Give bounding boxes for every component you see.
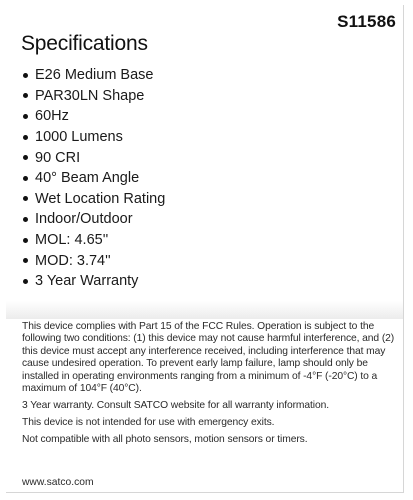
- spec-item-label: 90 CRI: [35, 149, 81, 166]
- bullet-icon: [23, 135, 28, 140]
- spec-item-label: E26 Medium Base: [35, 67, 154, 84]
- fcc-notice: This device complies with Part 15 of the FCC Rules. Operation is subject to the following two conditions: (1) this device may not cause harmful interference, and (2) this device must accept any interference received, including interference that may cause undesired operation. To prevent early lamp failure, lamp should only be installed in operating environments ranging from a minimum of -4°F (-20°C) to a maximum of 104°F (40°C).: [22, 321, 395, 395]
- section-divider-band: [6, 301, 403, 319]
- spec-item-label: Wet Location Rating: [35, 190, 166, 207]
- bullet-icon: [23, 155, 28, 160]
- spec-item-base: [23, 65, 165, 86]
- spec-item-beam-angle: [23, 168, 165, 189]
- spec-item-label: PAR30LN Shape: [35, 87, 145, 104]
- spec-item-label: Indoor/Outdoor: [35, 211, 133, 228]
- bullet-icon: [23, 196, 28, 201]
- spec-item-mod: [23, 250, 165, 271]
- bullet-icon: [23, 238, 28, 243]
- spec-item-frequency: [23, 106, 165, 127]
- spec-item-label: 1000 Lumens: [35, 129, 123, 146]
- spec-item-mol: [23, 230, 165, 251]
- bullet-icon: [23, 217, 28, 222]
- bullet-icon: [23, 114, 28, 119]
- spec-item-lumens: [23, 127, 165, 148]
- spec-list: [23, 65, 165, 292]
- spec-item-label: MOL: 4.65'': [35, 232, 109, 249]
- spec-item-warranty: [23, 271, 165, 292]
- bullet-icon: [23, 279, 28, 284]
- spec-item-label: 40° Beam Angle: [35, 170, 140, 187]
- spec-item-shape: [23, 86, 165, 107]
- spec-sheet-panel: [6, 5, 404, 493]
- bullet-icon: [23, 258, 28, 263]
- spec-item-label: 3 Year Warranty: [35, 273, 139, 290]
- website-url: www.satco.com: [22, 477, 94, 488]
- spec-item-cri: [23, 147, 165, 168]
- spec-item-indoor-outdoor: [23, 209, 165, 230]
- fine-print-block: [22, 321, 402, 451]
- bullet-icon: [23, 93, 28, 98]
- spec-item-label: 60Hz: [35, 108, 69, 125]
- warranty-notice: 3 Year warranty. Consult SATCO website for all warranty information.: [22, 400, 330, 412]
- spec-item-label: MOD: 3.74'': [35, 252, 111, 269]
- spec-item-wet-location: [23, 189, 165, 210]
- emergency-notice: This device is not intended for use with emergency exits.: [22, 417, 275, 429]
- specifications-heading: Specifications: [21, 32, 148, 55]
- bullet-icon: [23, 176, 28, 181]
- bullet-icon: [23, 73, 28, 78]
- sensor-compatibility-notice: Not compatible with all photo sensors, motion sensors or timers.: [22, 434, 308, 446]
- product-code: S11586: [337, 12, 396, 31]
